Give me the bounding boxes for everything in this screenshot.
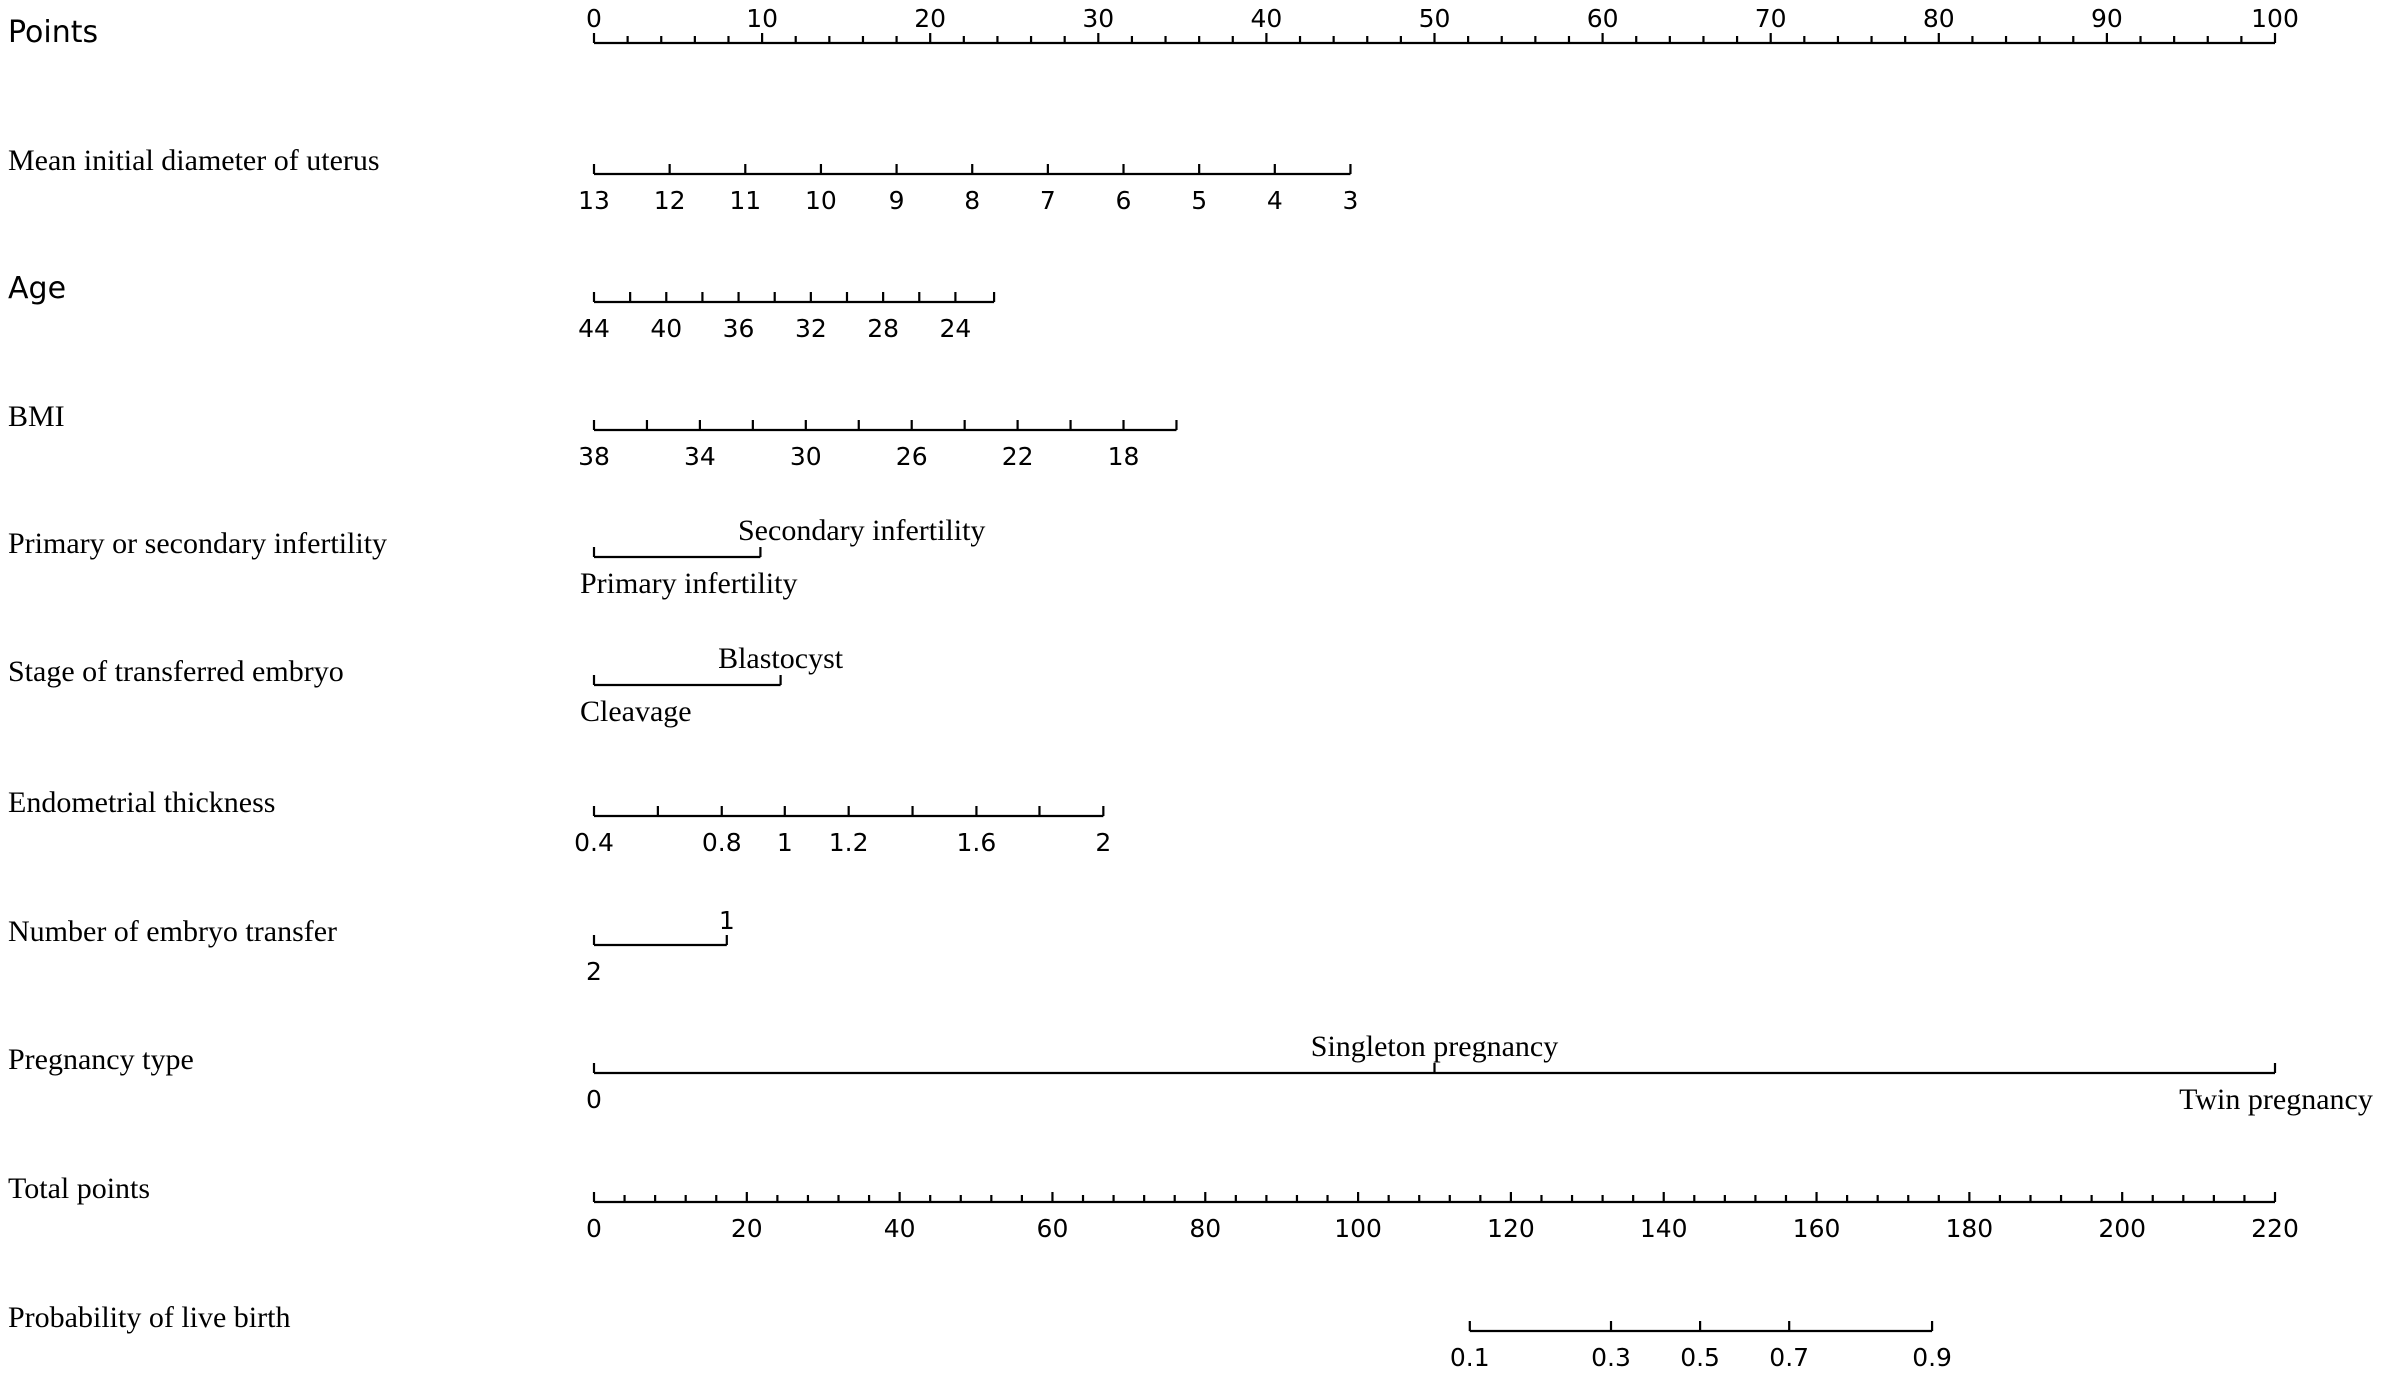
tick-label: 0 (586, 1214, 602, 1243)
tick-label: 0 (586, 1085, 602, 1114)
tick-label: 12 (653, 186, 686, 215)
tick-label: 20 (730, 1214, 763, 1243)
row-label: Total points (8, 1172, 151, 1205)
tick-label: 30 (1082, 4, 1115, 33)
tick-label: 7 (1039, 186, 1056, 215)
row-label: Endometrial thickness (8, 786, 276, 819)
tick-label: 2 (586, 957, 602, 986)
row-bmi (8, 400, 1176, 471)
row-age (8, 271, 994, 343)
tick-label: 120 (1487, 1214, 1535, 1243)
row-mean-initial-diameter-of-uterus (8, 144, 1358, 215)
tick-label: Blastocyst (718, 642, 844, 675)
tick-label: 2 (1095, 828, 1112, 857)
tick-label: 50 (1418, 4, 1451, 33)
tick-label: 1.2 (828, 828, 869, 857)
tick-label: 38 (578, 442, 610, 471)
tick-label: Cleavage (580, 695, 692, 728)
tick-label: 40 (1250, 4, 1283, 33)
tick-label: 90 (2090, 4, 2123, 33)
tick-label: 18 (1107, 442, 1140, 471)
tick-label: 0.1 (1449, 1343, 1490, 1372)
tick-label: 28 (867, 314, 900, 343)
tick-label: 13 (578, 186, 610, 215)
tick-label: 80 (1189, 1214, 1222, 1243)
tick-label: Singleton pregnancy (1310, 1030, 1559, 1063)
tick-label: 26 (895, 442, 928, 471)
row-label: Age (8, 271, 67, 306)
tick-label: 0.9 (1912, 1343, 1952, 1372)
row-primary-or-secondary-infertility (8, 514, 985, 600)
tick-label: 3 (1342, 186, 1359, 215)
tick-label: 10 (805, 186, 837, 215)
tick-label: 20 (914, 4, 947, 33)
tick-label: 34 (683, 442, 716, 471)
row-label: Primary or secondary infertility (8, 527, 388, 560)
tick-label: 100 (1334, 1214, 1382, 1243)
tick-label: 180 (1945, 1214, 1994, 1243)
row-label: Pregnancy type (8, 1043, 194, 1076)
tick-label: 4 (1266, 186, 1283, 215)
tick-label: 30 (789, 442, 822, 471)
tick-label: 70 (1754, 4, 1787, 33)
row-endometrial-thickness (8, 786, 1111, 857)
tick-label: 60 (1586, 4, 1619, 33)
row-probability-of-live-birth (8, 1301, 1952, 1372)
row-points (8, 4, 2299, 50)
tick-label: 0.7 (1769, 1343, 1810, 1372)
tick-label: 11 (729, 186, 762, 215)
tick-label: Primary infertility (580, 567, 798, 600)
tick-label: 1 (718, 906, 735, 935)
tick-label: 5 (1191, 186, 1208, 215)
row-label: Probability of live birth (8, 1301, 291, 1334)
row-pregnancy-type (8, 1030, 2373, 1116)
tick-label: 22 (1001, 442, 1034, 471)
tick-label: 32 (794, 314, 827, 343)
tick-label: 1.6 (956, 828, 997, 857)
tick-label: 6 (1115, 186, 1132, 215)
tick-label: 0.8 (701, 828, 742, 857)
tick-label: 0.5 (1680, 1343, 1720, 1372)
tick-label: 1 (776, 828, 793, 857)
tick-label: 140 (1639, 1214, 1688, 1243)
row-label: Stage of transferred embryo (8, 655, 344, 688)
tick-label: 0 (586, 4, 602, 33)
tick-label: 40 (883, 1214, 916, 1243)
tick-label: 60 (1036, 1214, 1069, 1243)
tick-label: 100 (2251, 4, 2299, 33)
tick-label: 220 (2251, 1214, 2299, 1243)
row-stage-of-transferred-embryo (8, 642, 844, 728)
row-number-of-embryo-transfer (8, 906, 735, 986)
tick-label: 10 (746, 4, 779, 33)
tick-label: Secondary infertility (738, 514, 986, 547)
tick-label: Twin pregnancy (2179, 1083, 2373, 1116)
tick-label: 40 (650, 314, 683, 343)
tick-label: 0.4 (574, 828, 614, 857)
tick-label: 80 (1922, 4, 1955, 33)
row-label: BMI (8, 400, 65, 433)
row-label: Number of embryo transfer (8, 915, 338, 948)
tick-label: 24 (939, 314, 972, 343)
row-label: Points (8, 15, 99, 50)
row-total-points (8, 1172, 2299, 1243)
tick-label: 44 (578, 314, 610, 343)
tick-label: 0.3 (1591, 1343, 1631, 1372)
tick-label: 36 (722, 314, 755, 343)
tick-label: 160 (1792, 1214, 1841, 1243)
row-label: Mean initial diameter of uterus (8, 144, 380, 177)
tick-label: 9 (888, 186, 905, 215)
tick-label: 8 (964, 186, 981, 215)
tick-label: 200 (2098, 1214, 2147, 1243)
